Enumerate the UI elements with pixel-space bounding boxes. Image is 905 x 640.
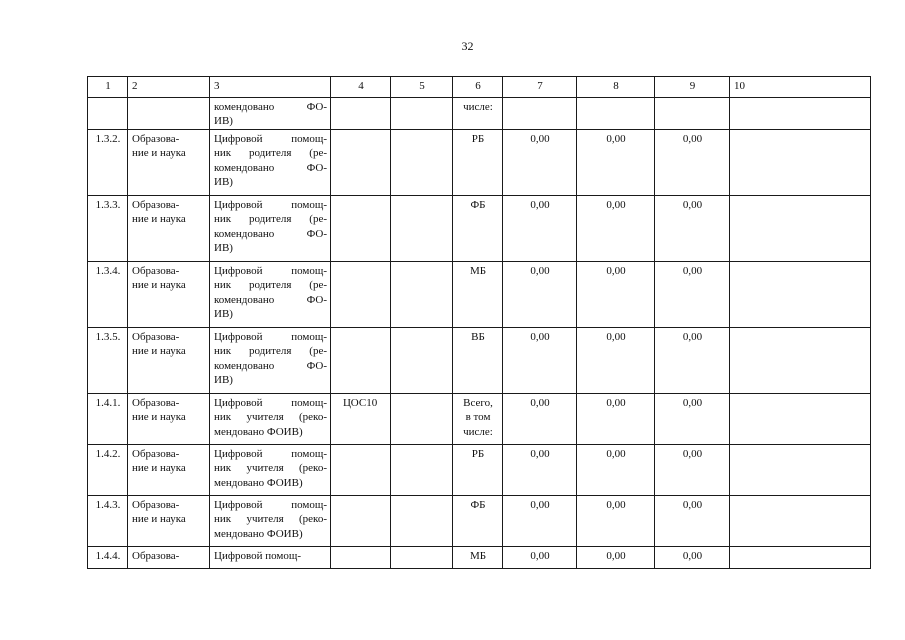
- table-row: [88, 445, 871, 496]
- column-5-cell: [391, 394, 453, 445]
- event-name-word: родителя: [249, 279, 292, 292]
- event-name-cell: [210, 394, 331, 445]
- value-cell-7: 0,00: [503, 196, 577, 262]
- project-code-cell: [331, 328, 391, 394]
- funding-source-line: Всего,: [463, 397, 493, 409]
- event-name-line: [214, 198, 327, 212]
- value-cell-8: 0,00: [577, 196, 655, 262]
- column-5-cell: [391, 445, 453, 496]
- event-name-word: (ре-: [309, 345, 327, 358]
- event-name-word: ФО-: [306, 227, 327, 240]
- value-cell-7: 0,00: [503, 130, 577, 196]
- value-cell-9: 0,00: [655, 328, 730, 394]
- column-10-cell: [730, 98, 871, 130]
- project-code-cell: [331, 445, 391, 496]
- event-name-word: помощ-: [291, 499, 327, 511]
- event-name-word: ник: [214, 411, 232, 424]
- header-cell-9: 9: [655, 77, 730, 98]
- event-name-line: [214, 278, 327, 292]
- column-10-cell: [730, 262, 871, 328]
- event-name-word: комендовано: [214, 359, 275, 372]
- value-cell-8: 0,00: [577, 394, 655, 445]
- event-name-word: комендовано: [214, 161, 275, 174]
- funding-source-cell: [453, 445, 503, 496]
- event-name-cell: [210, 196, 331, 262]
- funding-source-line: МБ: [469, 265, 487, 277]
- value-cell-9: 0,00: [655, 496, 730, 547]
- event-name-word: учителя: [246, 462, 284, 475]
- event-name-word: (ре-: [309, 279, 327, 292]
- area-line: ние и наука: [132, 513, 186, 526]
- value-cell-8: 0,00: [577, 496, 655, 547]
- row-number-cell: 1.3.4.: [88, 262, 128, 328]
- area-line: Образова-: [132, 199, 180, 211]
- funding-source-cell: [453, 98, 503, 130]
- event-name-line: [214, 307, 327, 321]
- row-number-cell: 1.4.2.: [88, 445, 128, 496]
- area-line: Образова-: [132, 265, 180, 277]
- value-cell-8: 0,00: [577, 130, 655, 196]
- value-cell-8: [577, 98, 655, 130]
- value-cell-9: [655, 98, 730, 130]
- funding-source-cell: [453, 328, 503, 394]
- event-name-line: [214, 161, 327, 175]
- value-cell-9: 0,00: [655, 394, 730, 445]
- funding-source-line: РБ: [471, 448, 485, 460]
- event-name-line: [214, 447, 327, 461]
- event-name-cell: [210, 547, 331, 569]
- event-name-word: Цифровой: [214, 397, 263, 409]
- event-name-word: помощ-: [291, 331, 327, 343]
- event-name-word: Цифровой: [214, 331, 263, 343]
- column-5-cell: [391, 98, 453, 130]
- event-name-line: [214, 227, 327, 241]
- area-cell: [128, 445, 210, 496]
- event-name-word: (ре-: [309, 213, 327, 226]
- value-cell-7: [503, 98, 577, 130]
- area-line: ние и наука: [132, 213, 186, 226]
- header-cell-6: 6: [453, 77, 503, 98]
- value-cell-7: 0,00: [503, 496, 577, 547]
- column-5-cell: [391, 547, 453, 569]
- event-name-cell: [210, 130, 331, 196]
- event-name-word: комендовано: [214, 227, 275, 240]
- event-name-line: [214, 146, 327, 160]
- event-name-cell: [210, 445, 331, 496]
- area-line: Образова-: [132, 397, 180, 409]
- event-name-word: ФО-: [306, 359, 327, 372]
- event-name-word: учителя: [246, 513, 284, 526]
- event-name-word: помощ-: [291, 397, 327, 409]
- budget-table: [87, 76, 871, 569]
- event-name-line: [214, 476, 327, 490]
- header-cell-3: 3: [210, 77, 331, 98]
- event-name-word: ник: [214, 213, 232, 226]
- value-cell-9: 0,00: [655, 130, 730, 196]
- event-name-word: Цифровой: [214, 265, 263, 277]
- area-line: ние и наука: [132, 279, 186, 292]
- project-code-cell: ЦОС10: [331, 394, 391, 445]
- event-name-line: [214, 114, 327, 128]
- event-name-word: комендовано: [214, 101, 275, 113]
- column-10-cell: [730, 196, 871, 262]
- event-name-word: мендовано ФОИВ): [214, 425, 303, 438]
- area-line: Образова-: [132, 550, 180, 562]
- event-name-word: помощ-: [265, 550, 301, 562]
- event-name-line: [214, 549, 327, 563]
- event-name-word: (реко-: [299, 513, 328, 526]
- event-name-word: родителя: [249, 147, 292, 160]
- table-row: [88, 196, 871, 262]
- event-name-word: (реко-: [299, 411, 328, 424]
- table-row: [88, 496, 871, 547]
- funding-source-cell: [453, 196, 503, 262]
- value-cell-9: 0,00: [655, 445, 730, 496]
- event-name-line: [214, 344, 327, 358]
- header-cell-5: 5: [391, 77, 453, 98]
- event-name-word: учителя: [246, 411, 284, 424]
- header-cell-1: 1: [88, 77, 128, 98]
- event-name-word: ФО-: [306, 161, 327, 174]
- event-name-word: ФО-: [306, 293, 327, 306]
- row-number-cell: 1.4.4.: [88, 547, 128, 569]
- value-cell-9: 0,00: [655, 262, 730, 328]
- event-name-word: помощ-: [291, 133, 327, 145]
- event-name-line: [214, 100, 327, 114]
- funding-source-line: числе:: [463, 425, 493, 438]
- area-line: Образова-: [132, 133, 180, 145]
- event-name-word: (реко-: [299, 462, 328, 475]
- area-cell: [128, 130, 210, 196]
- column-5-cell: [391, 196, 453, 262]
- row-number-cell: 1.4.3.: [88, 496, 128, 547]
- event-name-word: ник: [214, 147, 232, 160]
- row-number-cell: [88, 98, 128, 130]
- event-name-word: Цифровой: [214, 550, 263, 562]
- project-code-cell: [331, 496, 391, 547]
- event-name-word: ФО-: [306, 101, 327, 113]
- event-name-line: [214, 132, 327, 146]
- event-name-line: [214, 410, 327, 424]
- header-cell-4: 4: [331, 77, 391, 98]
- funding-source-line: ФБ: [470, 499, 486, 511]
- value-cell-8: 0,00: [577, 328, 655, 394]
- funding-source-cell: [453, 262, 503, 328]
- value-cell-9: 0,00: [655, 196, 730, 262]
- area-cell: [128, 547, 210, 569]
- event-name-word: комендовано: [214, 293, 275, 306]
- column-10-cell: [730, 394, 871, 445]
- event-name-word: ИВ): [214, 307, 233, 320]
- header-cell-8: 8: [577, 77, 655, 98]
- column-10-cell: [730, 328, 871, 394]
- event-name-word: мендовано ФОИВ): [214, 476, 303, 489]
- funding-source-line: МБ: [469, 550, 487, 562]
- funding-source-cell: [453, 496, 503, 547]
- area-cell: [128, 496, 210, 547]
- event-name-cell: [210, 496, 331, 547]
- table-row: [88, 130, 871, 196]
- area-cell: [128, 262, 210, 328]
- funding-source-line: числе:: [463, 101, 493, 113]
- funding-source-cell: [453, 394, 503, 445]
- event-name-line: [214, 425, 327, 439]
- event-name-line: [214, 241, 327, 255]
- area-cell: [128, 196, 210, 262]
- header-cell-2: 2: [128, 77, 210, 98]
- area-line: ние и наука: [132, 147, 186, 160]
- event-name-word: помощ-: [291, 448, 327, 460]
- area-line: Образова-: [132, 448, 180, 460]
- value-cell-8: 0,00: [577, 547, 655, 569]
- event-name-word: родителя: [249, 345, 292, 358]
- funding-source-line: ВБ: [471, 331, 485, 343]
- funding-source-cell: [453, 547, 503, 569]
- event-name-line: [214, 212, 327, 226]
- event-name-word: ник: [214, 513, 232, 526]
- row-number-cell: 1.3.5.: [88, 328, 128, 394]
- event-name-cell: [210, 328, 331, 394]
- table-row: [88, 98, 871, 130]
- row-number-cell: 1.3.3.: [88, 196, 128, 262]
- column-10-cell: [730, 130, 871, 196]
- area-cell: [128, 328, 210, 394]
- project-code-cell: [331, 98, 391, 130]
- event-name-word: ник: [214, 462, 232, 475]
- area-cell: [128, 98, 210, 130]
- table-header-row: [88, 77, 871, 98]
- event-name-line: [214, 175, 327, 189]
- event-name-line: [214, 264, 327, 278]
- header-cell-10: 10: [730, 77, 871, 98]
- value-cell-8: 0,00: [577, 262, 655, 328]
- event-name-word: ник: [214, 345, 232, 358]
- event-name-word: ИВ): [214, 175, 233, 188]
- value-cell-7: 0,00: [503, 262, 577, 328]
- project-code-cell: [331, 130, 391, 196]
- event-name-line: [214, 373, 327, 387]
- table-row: [88, 328, 871, 394]
- project-code-cell: [331, 547, 391, 569]
- project-code-cell: [331, 262, 391, 328]
- event-name-word: ник: [214, 279, 232, 292]
- table-body: [88, 77, 871, 569]
- area-cell: [128, 394, 210, 445]
- value-cell-7: 0,00: [503, 445, 577, 496]
- event-name-word: ИВ): [214, 373, 233, 386]
- column-10-cell: [730, 496, 871, 547]
- event-name-cell: [210, 98, 331, 130]
- project-code-cell: [331, 196, 391, 262]
- event-name-line: [214, 359, 327, 373]
- event-name-line: [214, 461, 327, 475]
- row-number-cell: 1.3.2.: [88, 130, 128, 196]
- event-name-word: Цифровой: [214, 448, 263, 460]
- event-name-word: родителя: [249, 213, 292, 226]
- value-cell-7: 0,00: [503, 547, 577, 569]
- event-name-word: помощ-: [291, 199, 327, 211]
- column-5-cell: [391, 262, 453, 328]
- event-name-word: помощ-: [291, 265, 327, 277]
- column-5-cell: [391, 328, 453, 394]
- event-name-line: [214, 527, 327, 541]
- funding-source-line: РБ: [471, 133, 485, 145]
- row-number-cell: 1.4.1.: [88, 394, 128, 445]
- column-5-cell: [391, 130, 453, 196]
- funding-source-cell: [453, 130, 503, 196]
- event-name-word: Цифровой: [214, 499, 263, 511]
- column-5-cell: [391, 496, 453, 547]
- column-10-cell: [730, 547, 871, 569]
- header-cell-7: 7: [503, 77, 577, 98]
- event-name-word: мендовано ФОИВ): [214, 527, 303, 540]
- table-row: [88, 547, 871, 569]
- event-name-line: [214, 330, 327, 344]
- column-10-cell: [730, 445, 871, 496]
- event-name-word: ИВ): [214, 115, 233, 128]
- event-name-line: [214, 498, 327, 512]
- event-name-word: Цифровой: [214, 133, 263, 145]
- event-name-word: (ре-: [309, 147, 327, 160]
- area-line: ние и наука: [132, 411, 186, 424]
- funding-source-line: ФБ: [470, 199, 486, 211]
- value-cell-8: 0,00: [577, 445, 655, 496]
- page-number: 32: [461, 39, 474, 53]
- table-row: [88, 394, 871, 445]
- area-line: ние и наука: [132, 462, 186, 475]
- value-cell-9: 0,00: [655, 547, 730, 569]
- value-cell-7: 0,00: [503, 328, 577, 394]
- event-name-line: [214, 396, 327, 410]
- area-line: Образова-: [132, 331, 180, 343]
- funding-source-line: в том: [465, 411, 491, 424]
- area-line: ние и наука: [132, 345, 186, 358]
- table-row: [88, 262, 871, 328]
- event-name-cell: [210, 262, 331, 328]
- event-name-word: ИВ): [214, 241, 233, 254]
- event-name-line: [214, 293, 327, 307]
- event-name-line: [214, 512, 327, 526]
- area-line: Образова-: [132, 499, 180, 511]
- value-cell-7: 0,00: [503, 394, 577, 445]
- event-name-word: Цифровой: [214, 199, 263, 211]
